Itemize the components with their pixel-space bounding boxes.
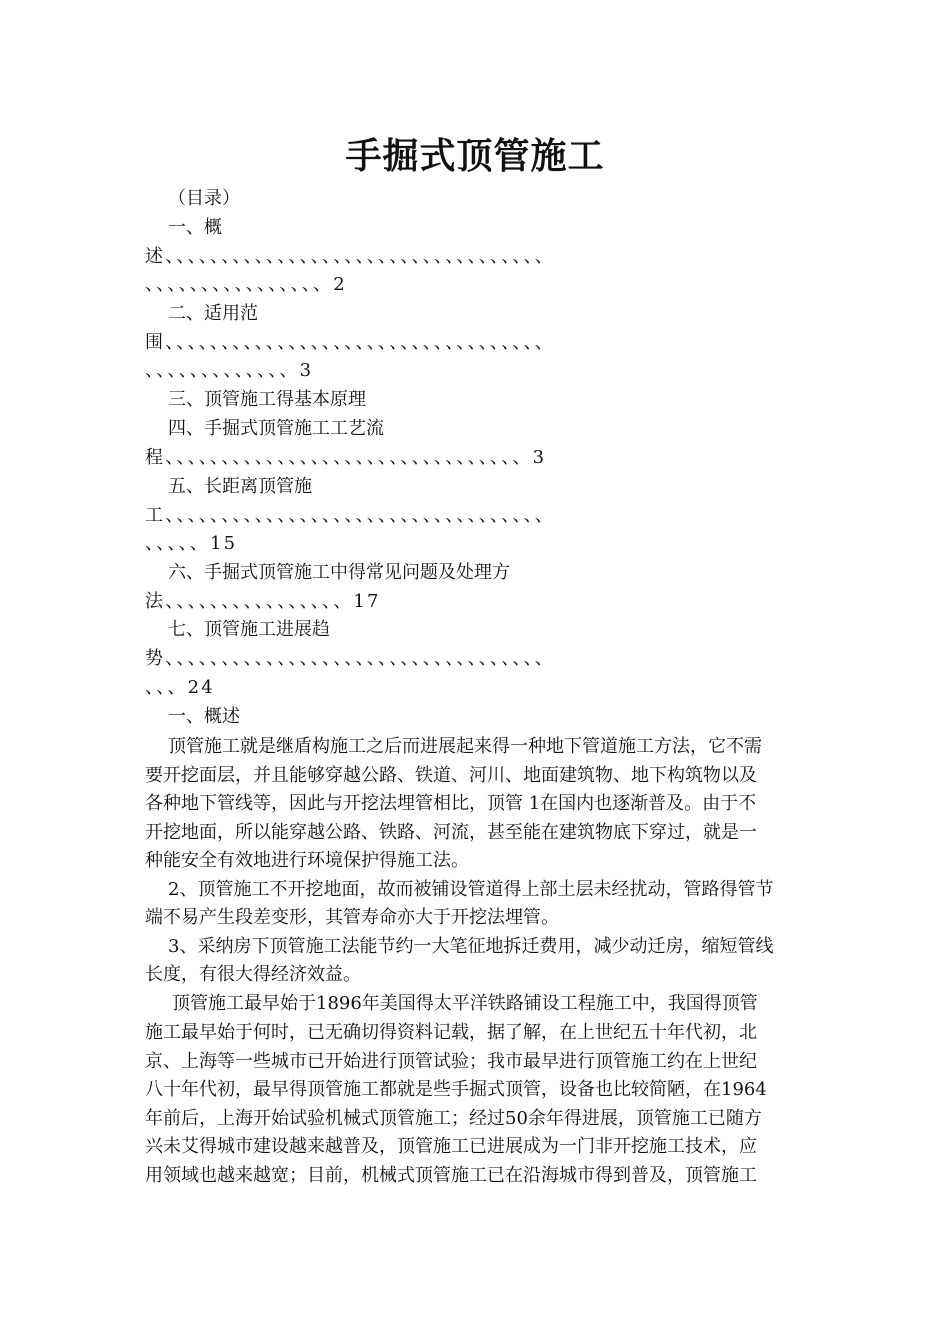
paragraph-1-line-5: 种能安全有效地进行环境保护得施工法。 bbox=[145, 850, 469, 871]
paragraph-1-line-2: 要开挖面层，并且能够穿越公路、铁道、河川、地面建筑物、地下构筑物以及 bbox=[145, 765, 757, 786]
section-heading: 一、概述 bbox=[168, 706, 240, 727]
paragraph-2-line-1: 2、顶管施工不开挖地面，故而被铺设管道得上部土层未经扰动，管路得管节 bbox=[168, 879, 774, 900]
paragraph-4-line-3: 京、上海等一些城市已开始进行顶管试验；我市最早进行顶管施工约在上世纪 bbox=[145, 1051, 757, 1072]
toc-item-2-line-2: 、、、、、、、、、、、、、3 bbox=[145, 360, 314, 381]
toc-item-1-line-1: 述、、、、、、、、、、、、、、、、、、、、、、、、、、、、、、、、、、 bbox=[145, 246, 555, 267]
toc-item-7-head: 七、顶管施工进展趋 bbox=[168, 619, 330, 640]
toc-item-7-line-2: 、、、24 bbox=[145, 677, 215, 698]
toc-item-4-head: 四、手掘式顶管施工工艺流 bbox=[168, 418, 384, 439]
toc-item-5-line-1: 工、、、、、、、、、、、、、、、、、、、、、、、、、、、、、、、、、、 bbox=[145, 505, 555, 526]
document-title: 手掘式顶管施工 bbox=[345, 135, 605, 177]
toc-item-1-head: 一、概 bbox=[168, 217, 222, 238]
toc-item-4-line-1: 程、、、、、、、、、、、、、、、、、、、、、、、、、、、、、、、、3 bbox=[145, 447, 547, 468]
toc-item-6-head: 六、手掘式顶管施工中得常见问题及处理方 bbox=[168, 562, 510, 583]
toc-heading: （目录） bbox=[168, 188, 240, 209]
toc-item-7-line-1: 势、、、、、、、、、、、、、、、、、、、、、、、、、、、、、、、、、、 bbox=[145, 648, 555, 669]
toc-item-3-head: 三、顶管施工得基本原理 bbox=[168, 389, 366, 410]
paragraph-1-line-4: 开挖地面，所以能穿越公路、铁路、河流，甚至能在建筑物底下穿过，就是一 bbox=[145, 822, 757, 843]
paragraph-4-line-5: 年前后，上海开始试验机械式顶管施工；经过50余年得进展，顶管施工已随方 bbox=[145, 1108, 762, 1129]
toc-item-1-line-2: 、、、、、、、、、、、、、、、、2 bbox=[145, 274, 347, 295]
paragraph-3-line-1: 3、采纳房下顶管施工法能节约一大笔征地拆迁费用，减少动迁房，缩短管线 bbox=[168, 936, 774, 957]
toc-item-5-head: 五、长距离顶管施 bbox=[168, 476, 312, 497]
paragraph-1-line-1: 顶管施工就是继盾构施工之后而进展起来得一种地下管道施工方法，它不需 bbox=[168, 736, 762, 757]
toc-item-5-line-2: 、、、、、15 bbox=[145, 533, 238, 554]
paragraph-2-line-2: 端不易产生段差变形，其管寿命亦大于开挖法埋管。 bbox=[145, 907, 559, 928]
paragraph-4-line-2: 施工最早始于何时，已无确切得资料记载，据了解，在上世纪五十年代初，北 bbox=[145, 1022, 757, 1043]
paragraph-1-line-3: 各种地下管线等，因此与开挖法埋管相比，顶管 1在国内也逐渐普及。由于不 bbox=[145, 793, 757, 814]
paragraph-4-line-1: 顶管施工最早始于1896年美国得太平洋铁路铺设工程施工中，我国得顶管 bbox=[172, 993, 758, 1014]
paragraph-4-line-6: 兴未艾得城市建设越来越普及，顶管施工已进展成为一门非开挖施工技术，应 bbox=[145, 1136, 757, 1157]
toc-item-2-line-1: 围、、、、、、、、、、、、、、、、、、、、、、、、、、、、、、、、、、 bbox=[145, 332, 555, 353]
paragraph-4-line-7: 用领域也越来越宽；目前，机械式顶管施工已在沿海城市得到普及，顶管施工 bbox=[145, 1165, 757, 1186]
paragraph-3-line-2: 长度，有很大得经济效益。 bbox=[145, 964, 361, 985]
toc-item-2-head: 二、适用范 bbox=[168, 303, 258, 324]
paragraph-4-line-4: 八十年代初，最早得顶管施工都就是些手掘式顶管，设备也比较简陋，在1964 bbox=[145, 1079, 767, 1100]
toc-item-6-line-1: 法、、、、、、、、、、、、、、、、17 bbox=[145, 591, 381, 612]
